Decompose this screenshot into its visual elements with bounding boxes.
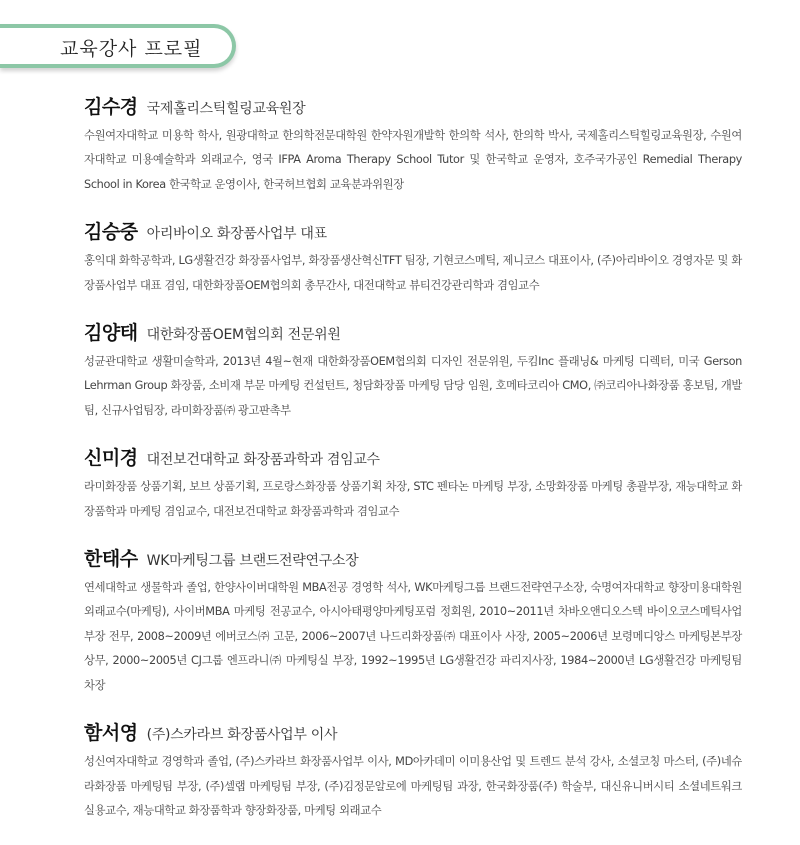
instructor-name: 한태수 — [84, 548, 138, 571]
instructor-bio: 연세대학교 생물학과 졸업, 한양사이버대학원 MBA전공 경영학 석사, WK마케팅그룹 브랜드전략연구소장, 숙명여자대학교 향장미용대학원 외래교수(마케팅), 사이버MBA 마케팅 전공교수, 아시아태평양마케팅포럼 정회원, 2010~2011년 차바오앤디오스텍 바이오코스메틱사업부장 전무, 2008~2009년 에버코스㈜ 고문, 2006~2007년 나드리화장품㈜ 대표이사 사장, 2005~2006년 보령메디앙스 마케팅본부장 상무, 2000~2005년 CJ그룹 엔프라니㈜ 마케팅실 부장, 1992~1995년 LG생활건강 파리지사장, 1984~2000년 LG생활건강 마케팅팀 차장 — [84, 581, 742, 692]
profile-heading — [84, 546, 742, 574]
instructor-profile — [84, 94, 742, 197]
instructor-title: 대전보건대학교 화장품과학과 겸임교수 — [146, 452, 380, 469]
instructor-profile — [84, 720, 742, 823]
instructor-title: 대한화장품OEM협의회 전문위원 — [146, 327, 341, 344]
instructor-profile — [84, 320, 742, 423]
instructor-bio: 성균관대학교 생활미술학과, 2013년 4월~현재 대한화장품OEM협의회 디자인 전문위원, 두킴Inc 플래닝& 마케팅 디렉터, 미국 Gerson Lehrman Group 화장품, 소비재 부문 마케팅 컨설턴트, 청담화장품 마케팅 담당 임원, 호메타코리아 CMO, ㈜코리아나화장품 홍보팀, 개발팀, 신규사업팀장, 라미화장품㈜ 광고판촉부 — [84, 355, 742, 417]
instructor-title: WK마케팅그룹 브랜드전략연구소장 — [146, 553, 359, 570]
section-title: 교육강사 프로필 — [60, 38, 203, 60]
profile-heading — [84, 94, 742, 122]
instructor-name: 김수경 — [84, 96, 138, 118]
instructor-profile — [84, 546, 742, 698]
instructor-profile-list — [84, 94, 742, 845]
instructor-bio: 수원여자대학교 미용학 학사, 원광대학교 한의학전문대학원 한약자원개발학 한의학 석사, 한의학 박사, 국제홀리스틱힐링교육원장, 수원여자대학교 미용예술학과 외래교수, 영국 IFPA Aroma Therapy School Tutor 및 한국학교 운영자, 호주국가공인 Remedial Therapy School in Korea 한국학교 운영이사, 한국허브협회 교육분과위원장 — [84, 129, 742, 191]
profile-heading — [84, 720, 742, 748]
instructor-name: 김승중 — [84, 221, 138, 244]
instructor-title: (주)스카라브 화장품사업부 이사 — [146, 727, 338, 744]
instructor-bio: 라미화장품 상품기획, 보브 상품기획, 프로랑스화장품 상품기획 차장, STC 펜타논 마케팅 부장, 소망화장품 마케팅 총괄부장, 재능대학교 화장품학과 마케팅 겸임교수, 대전보건대학교 화장품과학과 겸임교수 — [84, 480, 742, 518]
instructor-title: 국제홀리스틱힐링교육원장 — [146, 101, 306, 117]
profile-heading — [84, 219, 742, 247]
instructor-bio: 홍익대 화학공학과, LG생활건강 화장품사업부, 화장품생산혁신TFT 팀장, 기현코스메틱, 제니코스 대표이사, (주)아리바이오 경영자문 및 화장품사업부 대표 겸임, 대한화장품OEM협의회 총무간사, 대전대학교 뷰티건강관리학과 겸임교수 — [84, 254, 742, 292]
instructor-profile — [84, 219, 742, 298]
instructor-bio: 성신여자대학교 경영학과 졸업, (주)스카라브 화장품사업부 이사, MD아카데미 이미용산업 및 트렌드 분석 강사, 소셜코칭 마스터, (주)네슈라화장품 마케팅팀 부장, (주)셀랩 마케팅팀 부장, (주)김정문알로에 마케팅팀 과장, 한국화장품(주) 학술부, 대신유니버시티 소셜네트워크 실용교수, 재능대학교 화장품학과 향장화장품, 마케팅 외래교수 — [84, 755, 742, 817]
profile-heading — [84, 320, 742, 348]
instructor-name: 김양태 — [84, 322, 138, 345]
instructor-title: 아리바이오 화장품사업부 대표 — [146, 226, 327, 243]
instructor-profile — [84, 445, 742, 524]
instructor-name: 신미경 — [84, 447, 138, 470]
profile-heading — [84, 445, 742, 473]
instructor-name: 함서영 — [84, 722, 138, 745]
section-header-tab — [0, 24, 236, 68]
